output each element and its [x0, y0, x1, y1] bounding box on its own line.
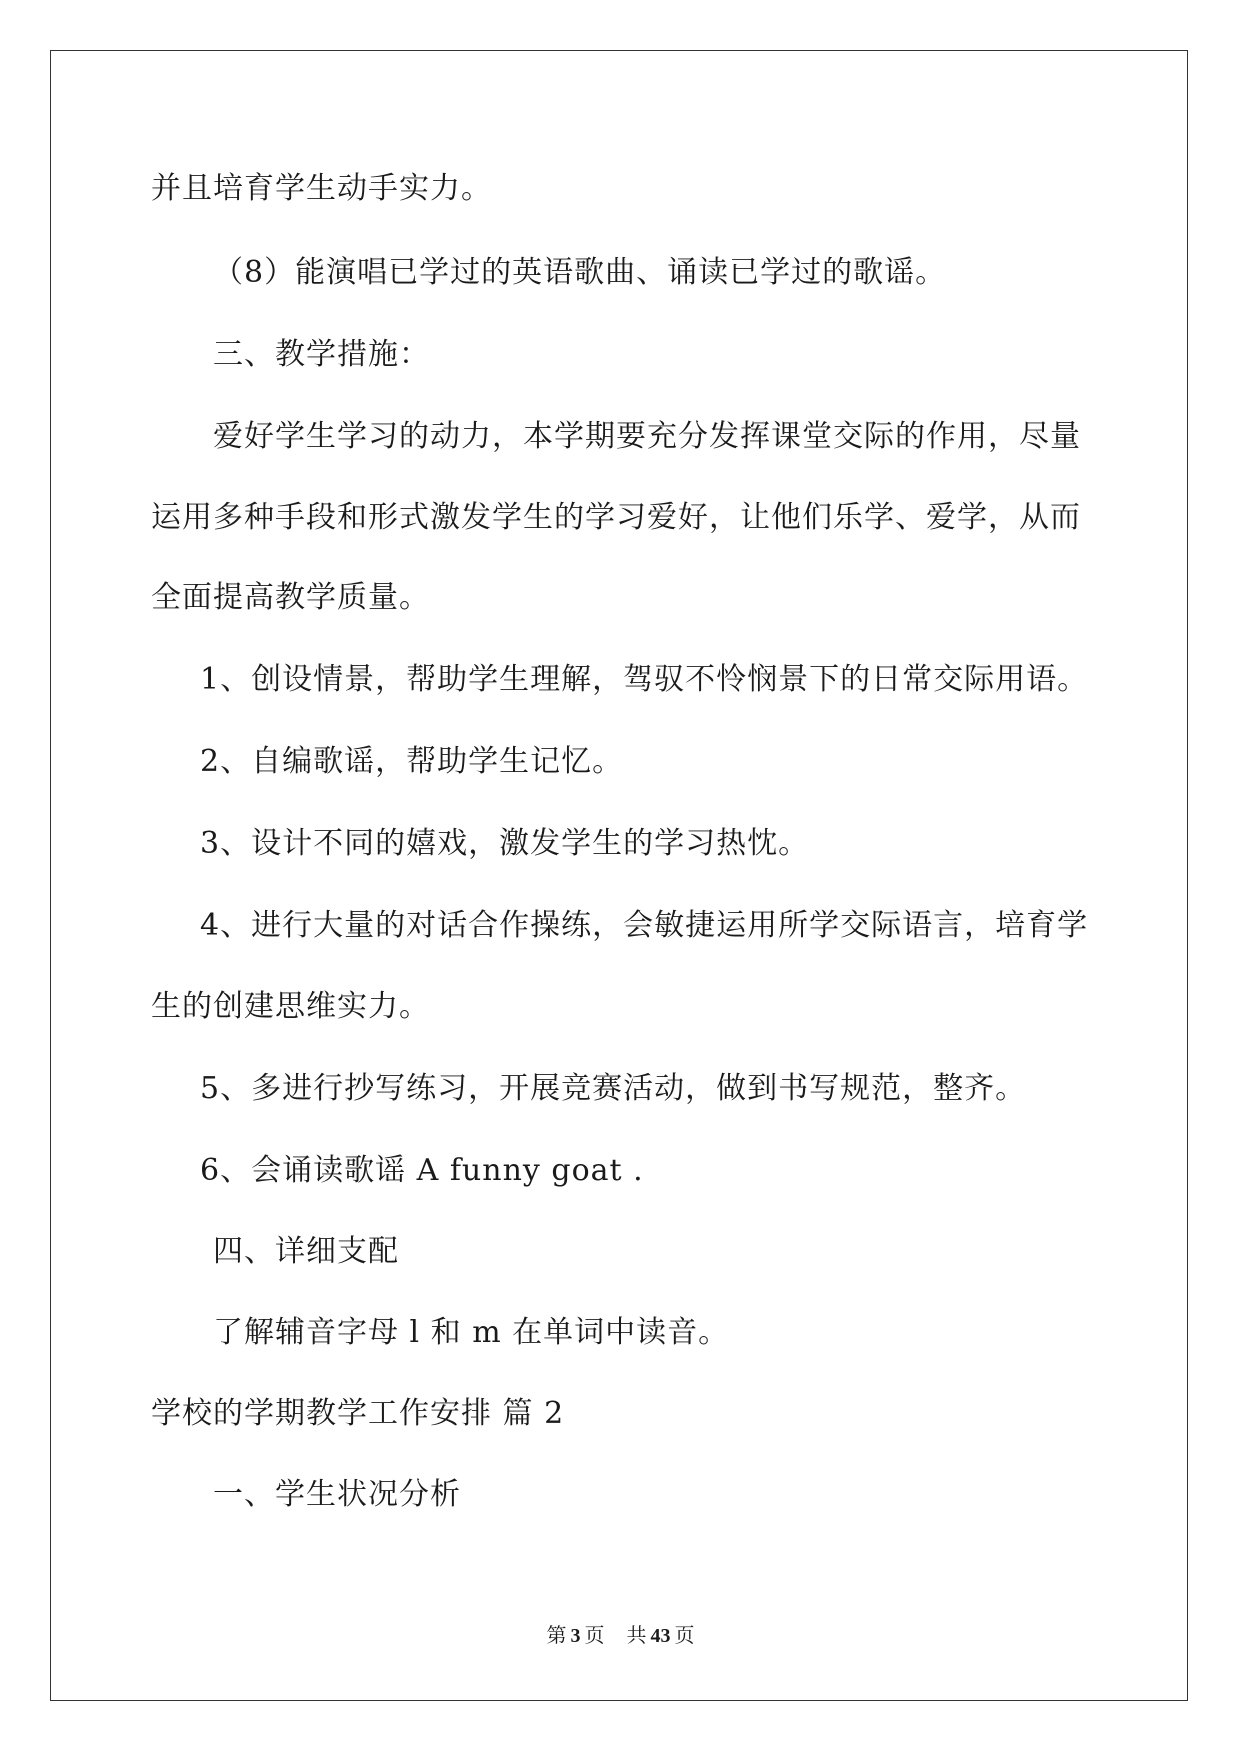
- footer-total-unit: 页: [674, 1625, 695, 1647]
- list-item-5: 5、多进行抄写练习，开展竞赛活动，做到书写规范，整齐。: [200, 1071, 1027, 1106]
- body-line-4: 爱好学生学习的动力，本学期要充分发挥课堂交际的作用，尽量: [213, 419, 1081, 454]
- body-line-5: 运用多种手段和形式激发学生的学习爱好，让他们乐学、爱学，从而: [151, 500, 1081, 535]
- footer-page-prefix: 第: [546, 1625, 567, 1647]
- list-item-1: 1、创设情景，帮助学生理解，驾驭不怜悯景下的日常交际用语。: [200, 662, 1089, 697]
- body-line-1: 并且培育学生动手实力。: [151, 171, 492, 206]
- section-heading-1: 一、学生状况分析: [213, 1477, 461, 1512]
- footer-page-current: 3: [570, 1625, 581, 1647]
- section-heading-4: 四、详细支配: [213, 1234, 399, 1269]
- body-line-2: （8）能演唱已学过的英语歌曲、诵读已学过的歌谣。: [213, 255, 947, 290]
- footer-total-prefix: 共: [626, 1625, 647, 1647]
- body-line-6: 全面提高教学质量。: [151, 580, 430, 615]
- page-footer: [0, 1623, 1241, 1649]
- body-line-15: 了解辅音字母 l 和 m 在单词中读音。: [213, 1315, 730, 1350]
- list-item-2: 2、自编歌谣，帮助学生记忆。: [200, 744, 624, 779]
- list-item-4-cont: 生的创建思维实力。: [151, 989, 430, 1024]
- list-item-6: 6、会诵读歌谣 A funny goat .: [200, 1153, 644, 1188]
- section-heading-3: 三、教学措施：: [213, 337, 430, 372]
- footer-page-unit: 页: [584, 1625, 605, 1647]
- footer-page-total: 43: [650, 1625, 671, 1647]
- list-item-4: 4、进行大量的对话合作操练，会敏捷运用所学交际语言，培育学: [200, 908, 1089, 943]
- chapter-title: 学校的学期教学工作安排 篇 2: [151, 1396, 565, 1431]
- list-item-3: 3、设计不同的嬉戏，激发学生的学习热忱。: [200, 826, 810, 861]
- page-frame: [50, 50, 1188, 1701]
